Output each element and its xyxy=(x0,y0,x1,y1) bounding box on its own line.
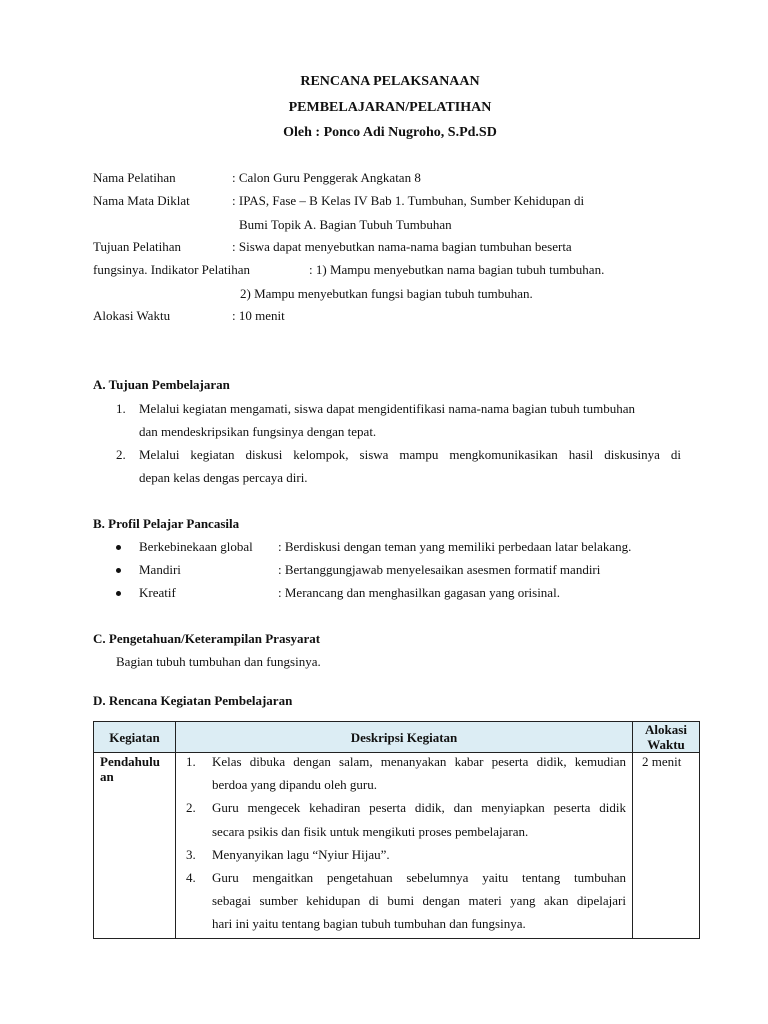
kegiatan-line-1: Pendahulu xyxy=(100,754,160,769)
kegiatan-table xyxy=(93,721,700,939)
step-4-line-2: sebagai sumber kehidupan di bumi dengan materi yang akan dipelajari xyxy=(212,893,626,908)
tujuan-item-2-line-2: depan kelas dengas percaya diri. xyxy=(139,470,308,485)
header-alokasi xyxy=(633,722,700,753)
table-row xyxy=(94,753,700,939)
tujuan-pelatihan-value-line-1: : Siswa dapat menyebutkan nama-nama bagian tumbuhan beserta xyxy=(232,239,572,254)
tujuan-item-1-line-1: Melalui kegiatan mengamati, siswa dapat mengidentifikasi nama-nama bagian tubuh tumbuhan xyxy=(139,401,636,416)
section-a-heading: A. Tujuan Pembelajaran xyxy=(93,377,230,392)
step-4-line-3: hari ini yaitu tentang bagian tubuh tumbuhan dan fungsinya. xyxy=(212,916,526,931)
nama-pelatihan-value: : Calon Guru Penggerak Angkatan 8 xyxy=(232,170,421,185)
step-3-number: 3. xyxy=(186,847,196,862)
profil-item-1-desc: : Berdiskusi dengan teman yang memiliki perbedaan latar belakang. xyxy=(278,539,632,554)
step-3-line-1: Menyanyikan lagu “Nyiur Hijau”. xyxy=(212,847,390,862)
alokasi-waktu-label: Alokasi Waktu xyxy=(93,308,171,323)
document-author: Oleh : Ponco Adi Nugroho, S.Pd.SD xyxy=(283,125,497,140)
document-title-line-1: RENCANA PELAKSANAAN xyxy=(300,74,480,89)
mata-diklat-value-line-2: Bumi Topik A. Bagian Tubuh Tumbuhan xyxy=(239,217,452,232)
indikator-2: 2) Mampu menyebutkan fungsi bagian tubuh tumbuhan. xyxy=(240,286,533,301)
alokasi-value: 2 menit xyxy=(642,754,682,769)
document-title-line-2: PEMBELAJARAN/PELATIHAN xyxy=(288,100,492,115)
alokasi-waktu-value: : 10 menit xyxy=(232,308,285,323)
profil-item-2-label: Mandiri xyxy=(139,562,181,577)
tujuan-item-1-line-2: dan mendeskripsikan fungsinya dengan tepat. xyxy=(139,424,377,439)
step-2-line-2: secara psikis dan fisik untuk mengikuti proses pembelajaran. xyxy=(212,824,529,839)
profil-item-3-desc: : Merancang dan menghasilkan gagasan yang orisinal. xyxy=(278,585,560,600)
step-2-line-1: Guru mengecek kehadiran peserta didik, dan menyiapkan peserta didik xyxy=(212,800,626,815)
section-c-heading: C. Pengetahuan/Keterampilan Prasyarat xyxy=(93,631,321,646)
header-deskripsi: Deskripsi Kegiatan xyxy=(176,722,633,753)
step-1-number: 1. xyxy=(186,754,196,769)
indikator-1: : 1) Mampu menyebutkan nama bagian tubuh tumbuhan. xyxy=(309,262,605,277)
deskripsi-cell xyxy=(176,753,633,939)
step-4-number: 4. xyxy=(186,870,196,885)
tujuan-pelatihan-label: Tujuan Pelatihan xyxy=(93,239,181,254)
bullet-icon xyxy=(116,545,121,550)
section-d-heading: D. Rencana Kegiatan Pembelajaran xyxy=(93,693,293,708)
mata-diklat-label: Nama Mata Diklat xyxy=(93,193,190,208)
step-1-line-2: berdoa yang dipandu oleh guru. xyxy=(212,777,377,792)
header-alokasi-line-1: Alokasi xyxy=(645,722,687,737)
tujuan-item-1-number: 1. xyxy=(116,401,126,416)
header-alokasi-line-2: Waktu xyxy=(647,737,685,752)
prasyarat-text: Bagian tubuh tumbuhan dan fungsinya. xyxy=(116,654,321,669)
kegiatan-cell xyxy=(94,753,176,939)
header-kegiatan: Kegiatan xyxy=(94,722,176,753)
bullet-icon xyxy=(116,568,121,573)
step-2-number: 2. xyxy=(186,800,196,815)
alokasi-cell xyxy=(633,753,700,939)
profil-item-3-label: Kreatif xyxy=(139,585,176,600)
mata-diklat-value-line-1: : IPAS, Fase – B Kelas IV Bab 1. Tumbuhan, Sumber Kehidupan di xyxy=(232,193,585,208)
step-1-line-1: Kelas dibuka dengan salam, menanyakan kabar peserta didik, kemudian xyxy=(212,754,626,769)
section-b-heading: B. Profil Pelajar Pancasila xyxy=(93,516,240,531)
tujuan-item-2-number: 2. xyxy=(116,447,126,462)
profil-item-2-desc: : Bertanggungjawab menyelesaikan asesmen formatif mandiri xyxy=(278,562,601,577)
kegiatan-line-2: an xyxy=(100,769,114,784)
tujuan-pelatihan-value-line-2: fungsinya. Indikator Pelatihan xyxy=(93,262,251,277)
tujuan-item-2-line-1: Melalui kegiatan diskusi kelompok, siswa mampu mengkomunikasikan hasil diskusinya di xyxy=(139,447,681,462)
step-4-line-1: Guru mengaitkan pengetahuan sebelumnya yaitu tentang tumbuhan xyxy=(212,870,626,885)
nama-pelatihan-label: Nama Pelatihan xyxy=(93,170,176,185)
profil-item-1-label: Berkebinekaan global xyxy=(139,539,253,554)
bullet-icon xyxy=(116,591,121,596)
table-header-row xyxy=(94,722,700,753)
